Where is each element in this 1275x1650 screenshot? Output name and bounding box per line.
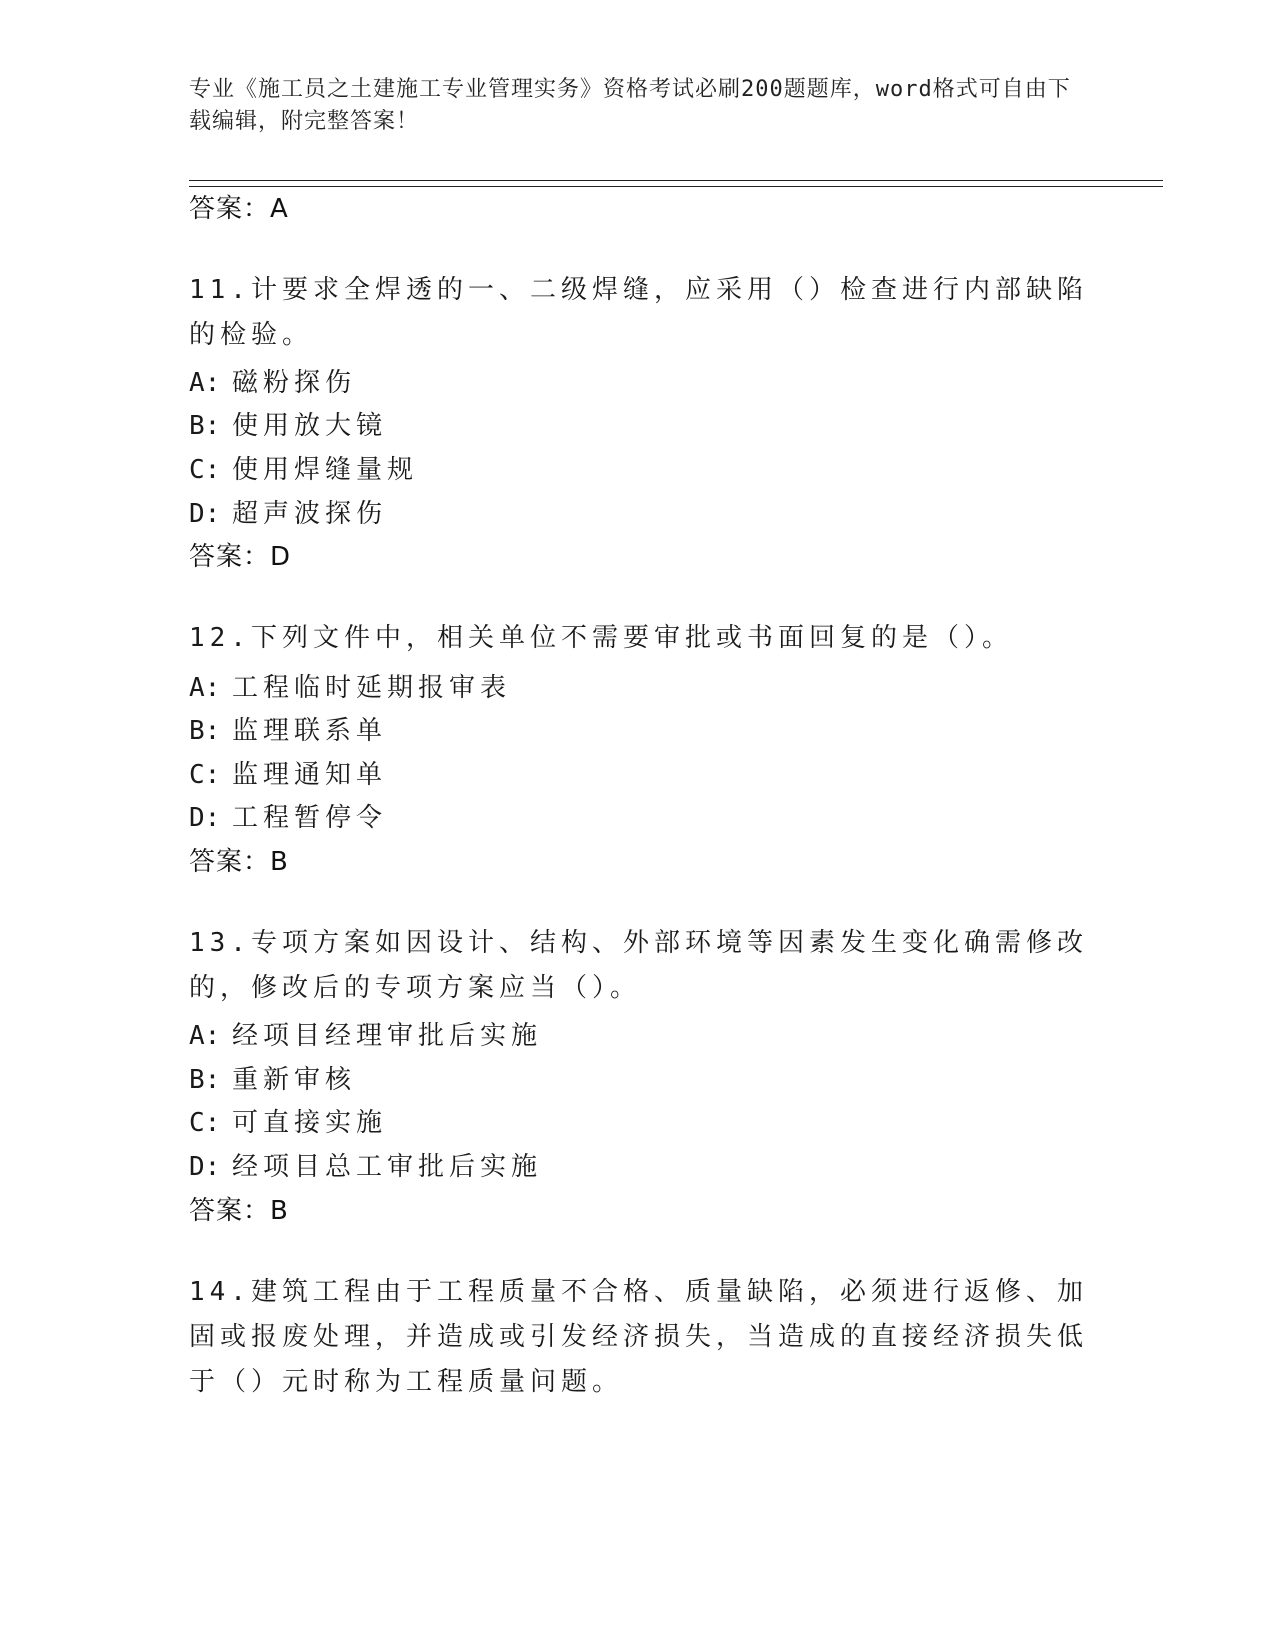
option-letter: C: (189, 455, 221, 485)
option-a (189, 362, 356, 399)
option-b (189, 405, 387, 442)
option-letter: D: (189, 499, 221, 529)
option-text: 重新审核 (232, 1065, 357, 1095)
question-text: 13.专项方案如因设计、结构、外部环境等因素发生变化确需修改的，修改后的专项方案应当（）。 (189, 928, 1088, 1003)
question-text: 12.下列文件中，相关单位不需要审批或书面回复的是（）。 (189, 623, 1013, 653)
option-letter: B: (189, 411, 221, 441)
option-text: 使用焊缝量规 (232, 455, 419, 485)
answer-line: 答案：B (189, 1196, 289, 1226)
option-letter: A: (189, 1021, 221, 1051)
option-letter: B: (189, 716, 221, 746)
option-text: 监理通知单 (232, 760, 388, 790)
option-letter: C: (189, 760, 221, 790)
option-d (189, 493, 387, 530)
option-text: 监理联系单 (232, 716, 388, 746)
question-text: 11.计要求全焊透的一、二级焊缝，应采用（）检查进行内部缺陷的检验。 (189, 275, 1088, 350)
option-d (189, 1146, 542, 1183)
option-b (189, 710, 387, 747)
option-letter: A: (189, 673, 221, 703)
option-text: 可直接实施 (232, 1108, 388, 1138)
option-letter: B: (189, 1065, 221, 1095)
answer-line: 答案：A (189, 194, 289, 224)
option-text: 使用放大镜 (232, 411, 388, 441)
option-c (189, 449, 418, 486)
option-b (189, 1059, 356, 1096)
option-letter: C: (189, 1108, 221, 1138)
option-a (189, 1015, 542, 1052)
answer-line: 答案：B (189, 847, 289, 877)
option-text: 经项目经理审批后实施 (232, 1021, 543, 1051)
option-letter: D: (189, 1152, 221, 1182)
option-a (189, 667, 511, 704)
option-d (189, 797, 387, 834)
answer-line: 答案：D (189, 542, 292, 572)
option-letter: A: (189, 368, 221, 398)
option-letter: D: (189, 803, 221, 833)
option-text: 超声波探伤 (232, 499, 388, 529)
option-text: 工程暂停令 (232, 803, 388, 833)
option-c (189, 754, 387, 791)
option-text: 磁粉探伤 (232, 368, 357, 398)
option-text: 工程临时延期报审表 (232, 673, 512, 703)
option-c (189, 1102, 387, 1139)
header-divider (189, 180, 1163, 187)
question-text: 14.建筑工程由于工程质量不合格、质量缺陷，必须进行返修、加固或报废处理，并造成或引发经济损失，当造成的直接经济损失低于（）元时称为工程质量问题。 (189, 1277, 1089, 1397)
document-header: 专业《施工员之土建施工专业管理实务》资格考试必刷200题题库，word格式可自由下载编辑，附完整答案！ (189, 77, 1071, 134)
option-text: 经项目总工审批后实施 (232, 1152, 543, 1182)
